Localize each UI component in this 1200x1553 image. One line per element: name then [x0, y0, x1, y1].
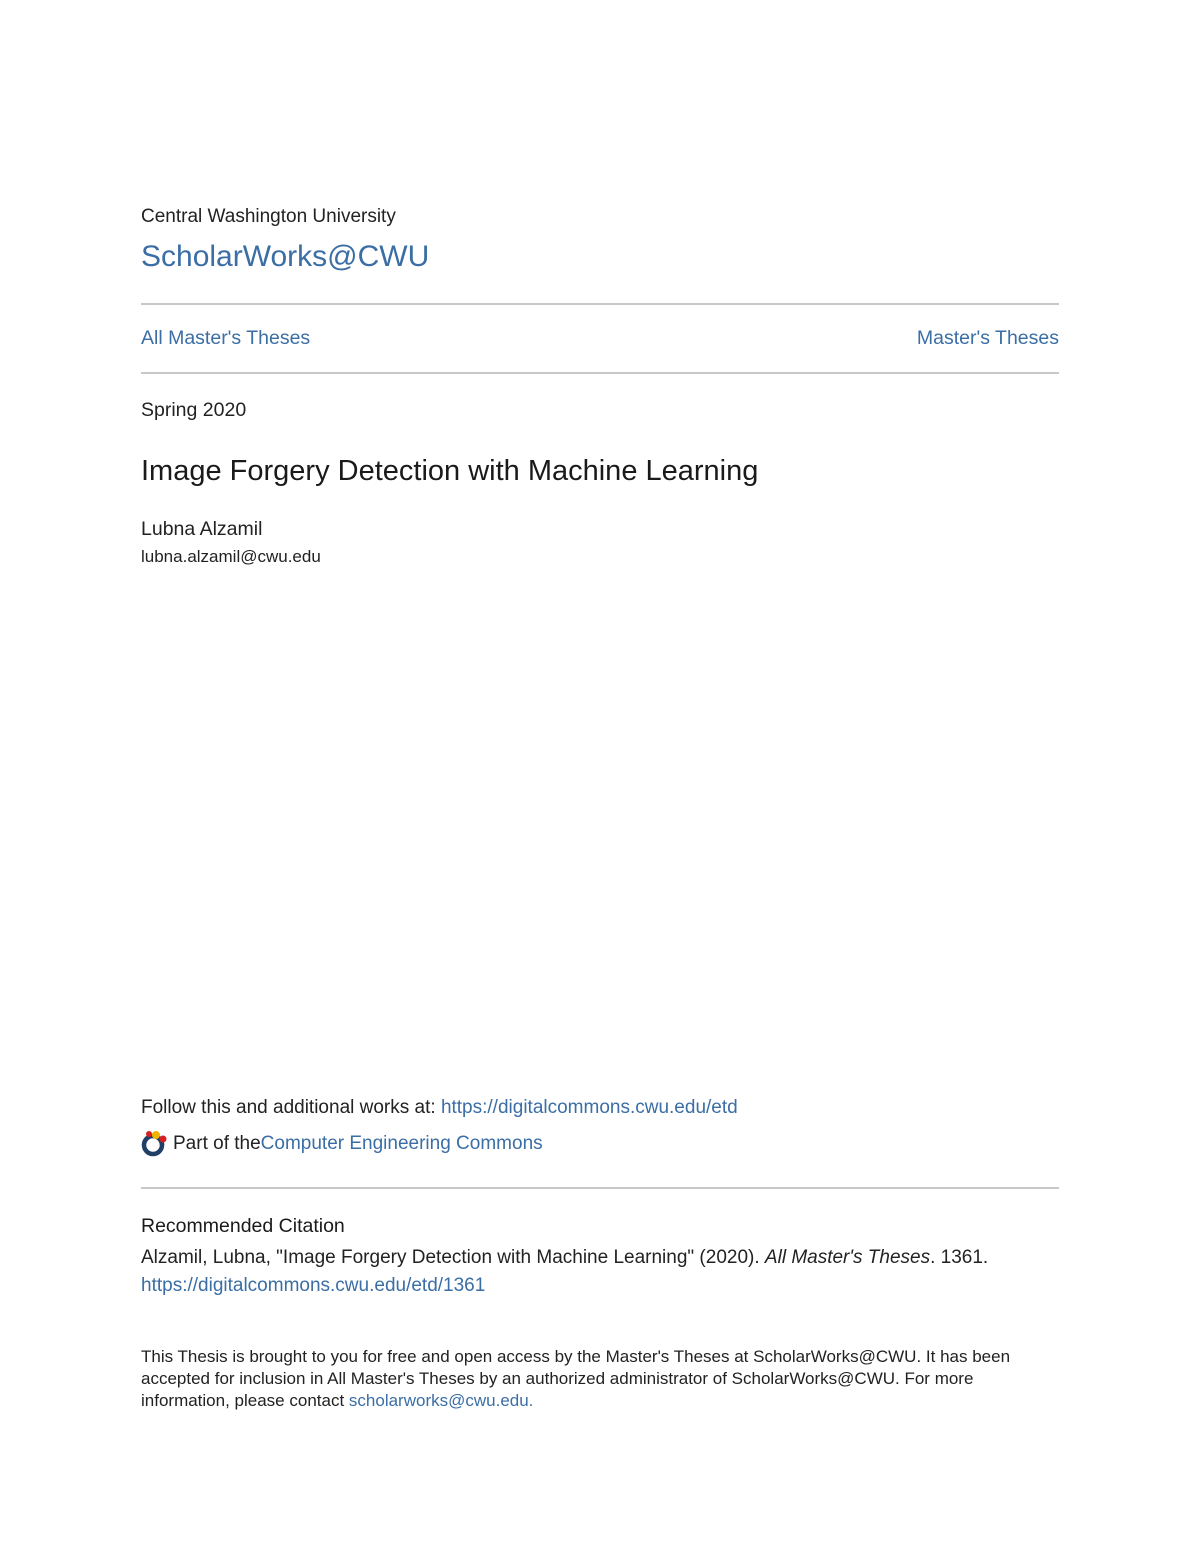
- author-name: Lubna Alzamil: [141, 518, 263, 540]
- citation-url-link[interactable]: https://digitalcommons.cwu.edu/etd/1361: [141, 1275, 486, 1296]
- follow-label: Follow this and additional works at:: [141, 1097, 441, 1118]
- citation-text: Alzamil, Lubna, "Image Forgery Detection with Machine Learning" (2020).: [141, 1247, 765, 1268]
- recommended-citation-heading: Recommended Citation: [141, 1215, 345, 1237]
- citation-block: [141, 1244, 988, 1300]
- repository-link[interactable]: ScholarWorks@CWU: [141, 240, 430, 273]
- part-of-line: [141, 1130, 543, 1157]
- part-of-label: Part of the: [173, 1132, 261, 1154]
- notice-text: This Thesis is brought to you for free and open access by the Master's Theses at ScholarWorks@CWU. It has been accepted for inclusion in All Master's Theses by an authorized administrator of ScholarWorks@CWU. For more information, please contact: [141, 1347, 1011, 1410]
- all-masters-theses-link[interactable]: All Master's Theses: [141, 327, 311, 349]
- access-notice: [141, 1346, 1059, 1412]
- citation-number: . 1361.: [930, 1247, 989, 1268]
- author-email: lubna.alzamil@cwu.edu: [141, 547, 321, 566]
- masters-theses-link[interactable]: Master's Theses: [916, 327, 1059, 349]
- contact-email-link[interactable]: scholarworks@cwu.edu.: [348, 1391, 534, 1410]
- network-commons-icon: [141, 1130, 168, 1157]
- institution-name: Central Washington University: [141, 206, 396, 227]
- publication-term: Spring 2020: [141, 399, 247, 421]
- cover-page: [141, 0, 1059, 1553]
- computer-engineering-commons-link[interactable]: Computer Engineering Commons: [260, 1132, 543, 1154]
- thesis-title: Image Forgery Detection with Machine Learning: [141, 455, 759, 487]
- citation-series: All Master's Theses: [764, 1247, 931, 1268]
- footer-divider: [141, 1187, 1059, 1189]
- collection-nav: [141, 327, 1059, 350]
- follow-line: [141, 1097, 738, 1119]
- nav-divider: [141, 372, 1059, 374]
- follow-url-link[interactable]: https://digitalcommons.cwu.edu/etd: [440, 1097, 738, 1118]
- header-divider: [141, 303, 1059, 305]
